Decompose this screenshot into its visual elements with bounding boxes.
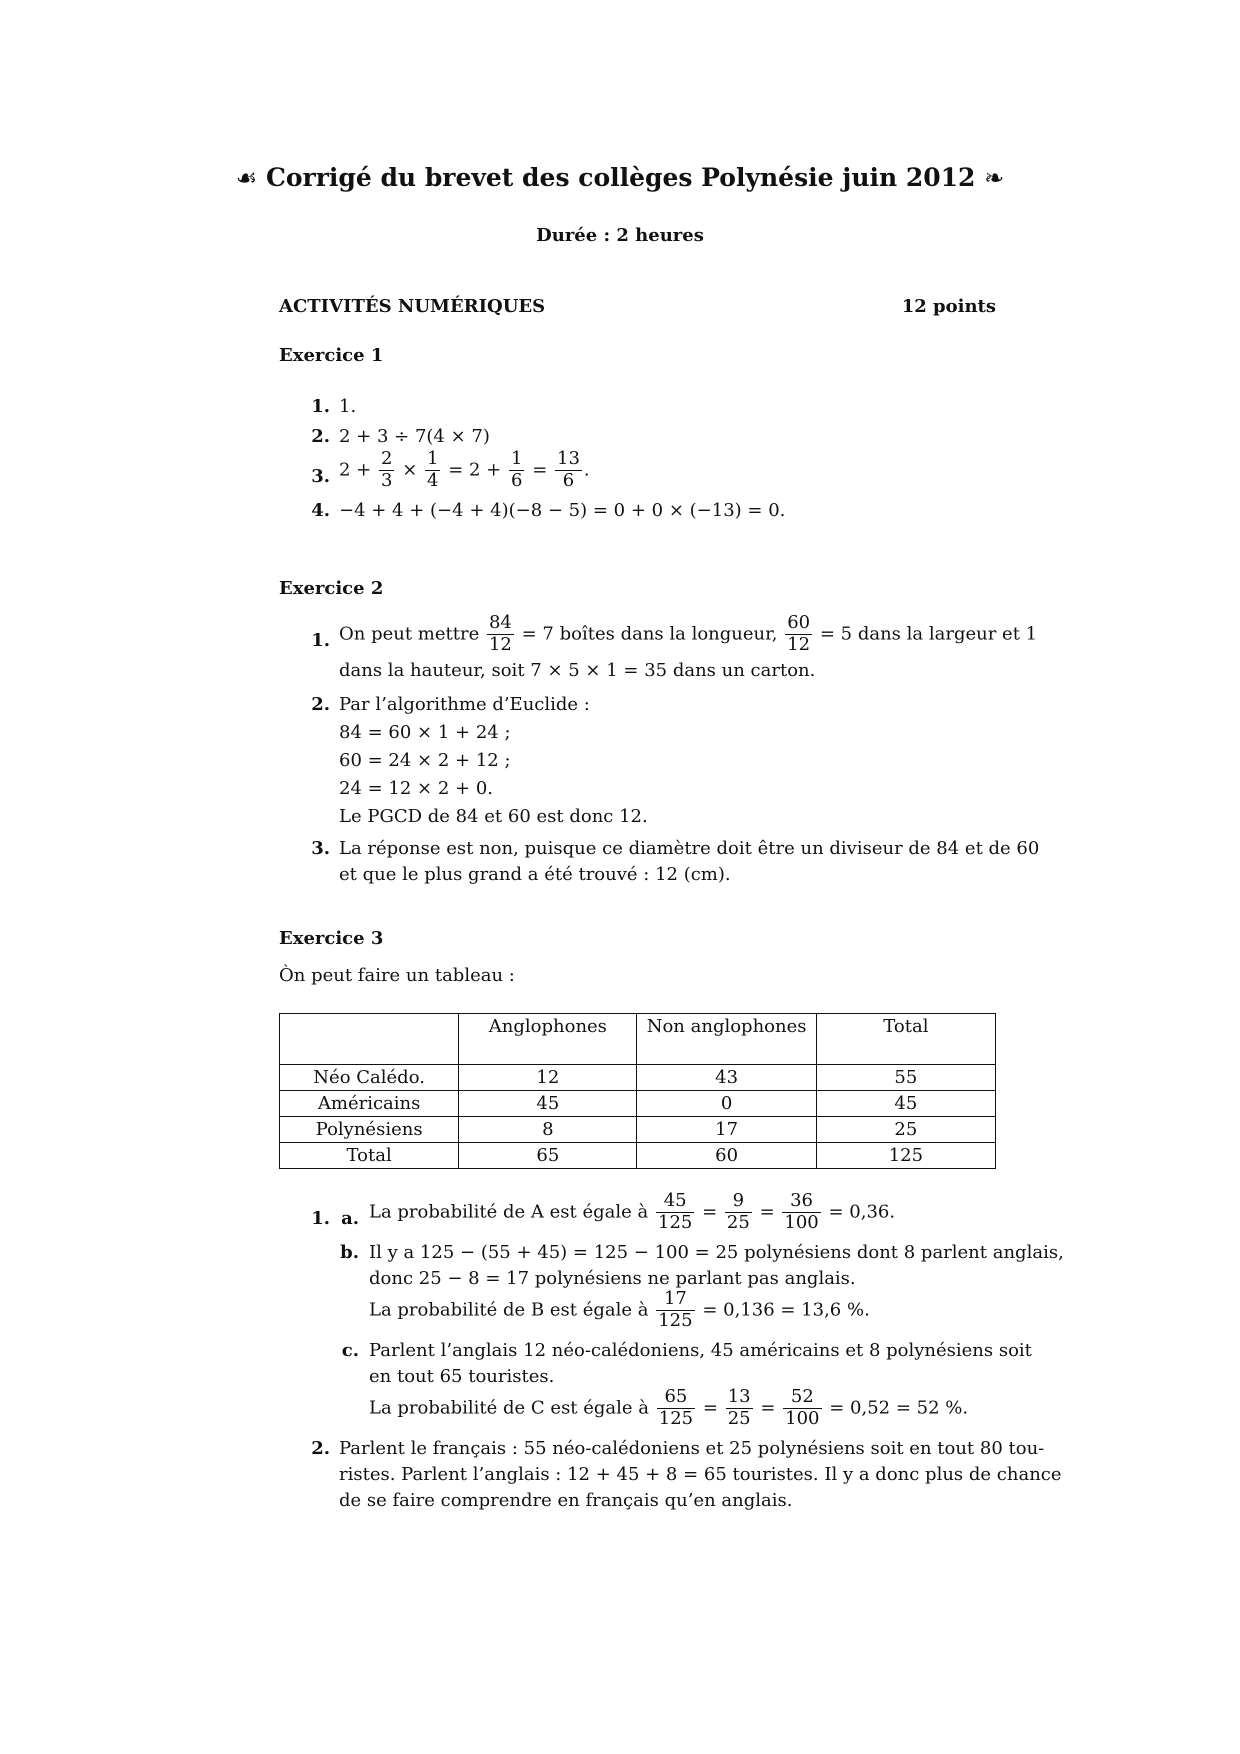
- table-row: [280, 1143, 996, 1169]
- table-cell: 12: [459, 1065, 637, 1091]
- ex2-answer-2-line1: Par l’algorithme d’Euclide :: [339, 694, 590, 715]
- ex2-answer-3-line2: et que le plus grand a été trouvé : 12 (cm).: [339, 864, 731, 885]
- table-cell: 0: [637, 1091, 816, 1117]
- ex3-answer-1b-line3: La probabilité de B est égale à $\frac{17}{125}$ = 0,136 = 13,6 %.: [369, 1288, 870, 1331]
- table-header-cell: Non anglophones: [637, 1014, 816, 1065]
- tourists-table: [279, 1013, 996, 1169]
- ex2-item-number: 3.: [311, 838, 330, 859]
- ex2-answer-3-line1: La réponse est non, puisque ce diamètre doit être un diviseur de 84 et de 60: [339, 838, 1040, 859]
- section-title: ACTIVITÉS NUMÉRIQUES: [279, 296, 546, 317]
- fraction: $\frac{60}{12}$: [787, 612, 811, 655]
- ex3-answer-1b-line2: donc 25 − 8 = 17 polynésiens ne parlant pas anglais.: [369, 1268, 856, 1289]
- table-row: [280, 1091, 996, 1117]
- fraction: $\frac{13}{25}$: [727, 1386, 751, 1429]
- table-cell: Américains: [280, 1091, 459, 1117]
- ex3-item-number: 1.: [311, 1208, 330, 1229]
- exercise-3-title: Exercice 3: [279, 928, 384, 949]
- exercise-2-title: Exercice 2: [279, 578, 384, 599]
- table-cell: 8: [459, 1117, 637, 1143]
- fraction: $\frac{1}{4}$: [427, 448, 439, 491]
- fraction: $\frac{17}{125}$: [658, 1288, 693, 1331]
- ex1-answer-2: 2 + 3 ÷ 7(4 × 7): [339, 426, 490, 447]
- ex3-subitem-letter: c.: [341, 1340, 359, 1361]
- table-cell: Total: [280, 1143, 459, 1169]
- fraction: $\frac{36}{100}$: [784, 1190, 819, 1233]
- table-header-row: [280, 1014, 996, 1065]
- ex2-pgcd-conclusion: Le PGCD de 84 et 60 est donc 12.: [339, 806, 648, 827]
- ex1-item-number: 4.: [311, 500, 330, 521]
- table-cell: 45: [816, 1091, 995, 1117]
- title-text: Corrigé du brevet des collèges Polynésie juin 2012: [265, 163, 976, 192]
- ex3-answer-1a: La probabilité de A est égale à $\frac{45}{125}$ = $\frac{9}{25}$ = $\frac{36}{100}$ = 0,36.: [369, 1190, 896, 1233]
- fraction: $\frac{52}{100}$: [785, 1386, 820, 1429]
- fraction: $\frac{65}{125}$: [658, 1386, 694, 1429]
- table-cell: 60: [637, 1143, 816, 1169]
- table-cell: 43: [637, 1065, 816, 1091]
- ex3-answer-1c-line3: La probabilité de C est égale à $\frac{65}{125}$ = $\frac{13}{25}$ = $\frac{52}{100}$ = 0,52 = 52 %.: [369, 1386, 969, 1429]
- ex3-answer-2-line2: ristes. Parlent l’anglais : 12 + 45 + 8 = 65 touristes. Il y a donc plus de chance: [339, 1464, 1062, 1485]
- ex1-answer-4: −4 + 4 + (−4 + 4)(−8 − 5) = 0 + 0 × (−13) = 0.: [339, 500, 786, 521]
- ex3-answer-2-line3: de se faire comprendre en français qu’en anglais.: [339, 1490, 793, 1511]
- table-cell: 55: [816, 1065, 995, 1091]
- table-cell: 17: [637, 1117, 816, 1143]
- ex2-euclid-step: 84 = 60 × 1 + 24 ;: [339, 722, 511, 743]
- fraction: $\frac{84}{12}$: [488, 612, 512, 655]
- ornament-left-icon: ☙: [235, 164, 258, 192]
- ex1-item-number: 3.: [311, 466, 330, 487]
- ex3-subitem-letter: b.: [340, 1242, 359, 1263]
- ex2-item-number: 2.: [311, 694, 330, 715]
- ex3-answer-1c-line1: Parlent l’anglais 12 néo-calédoniens, 45 américains et 8 polynésiens soit: [369, 1340, 1032, 1361]
- table-cell: Polynésiens: [280, 1117, 459, 1143]
- table-cell: 125: [816, 1143, 995, 1169]
- ex3-item-number: 2.: [311, 1438, 330, 1459]
- table-cell: 65: [459, 1143, 637, 1169]
- table-header-cell: Total: [816, 1014, 995, 1065]
- ex3-answer-2-line1: Parlent le français : 55 néo-calédoniens et 25 polynésiens soit en tout 80 tou-: [339, 1438, 1045, 1459]
- ornament-right-icon: ❧: [984, 164, 1005, 192]
- section-points: 12 points: [901, 296, 996, 317]
- ex3-subitem-letter: a.: [341, 1208, 359, 1229]
- ex1-item-number: 1.: [311, 396, 330, 417]
- ex2-euclid-step: 60 = 24 × 2 + 12 ;: [339, 750, 511, 771]
- ex2-item-number: 1.: [311, 630, 330, 651]
- table-header-cell: [280, 1014, 459, 1065]
- fraction: $\frac{9}{25}$: [726, 1190, 750, 1233]
- ex2-euclid-step: 24 = 12 × 2 + 0.: [339, 778, 494, 799]
- table-cell: 25: [816, 1117, 995, 1143]
- ex1-item-number: 2.: [311, 426, 330, 447]
- fraction: $\frac{2}{3}$: [381, 448, 393, 491]
- table-row: [280, 1065, 996, 1091]
- fraction: $\frac{1}{6}$: [511, 448, 523, 491]
- ex2-answer-1-line1: On peut mettre $\frac{84}{12}$ = 7 boîtes dans la longueur, $\frac{60}{12}$ = 5 dans la largeur et 1: [339, 612, 1038, 655]
- table-cell: 45: [459, 1091, 637, 1117]
- fraction: $\frac{45}{125}$: [658, 1190, 693, 1233]
- ex2-answer-1-line2: dans la hauteur, soit 7 × 5 × 1 = 35 dans un carton.: [339, 660, 816, 681]
- document-title: [0, 163, 1240, 192]
- ex3-answer-1b-line1: Il y a 125 − (55 + 45) = 125 − 100 = 25 polynésiens dont 8 parlent anglais,: [369, 1242, 1064, 1263]
- duration: Durée : 2 heures: [536, 225, 704, 246]
- ex1-answer-3: 2 + $\frac{2}{3}$ × $\frac{1}{4}$ = 2 + $\frac{1}{6}$ = $\frac{13}{6}$ .: [339, 448, 590, 491]
- fraction: $\frac{13}{6}$: [557, 448, 580, 491]
- table-row: [280, 1117, 996, 1143]
- table-cell: Néo Calédo.: [280, 1065, 459, 1091]
- ex1-answer-1: 1.: [339, 396, 357, 417]
- table-header-cell: Anglophones: [459, 1014, 637, 1065]
- ex3-intro: Òn peut faire un tableau :: [279, 965, 515, 986]
- exercise-1-title: Exercice 1: [279, 345, 384, 366]
- ex3-answer-1c-line2: en tout 65 touristes.: [369, 1366, 555, 1387]
